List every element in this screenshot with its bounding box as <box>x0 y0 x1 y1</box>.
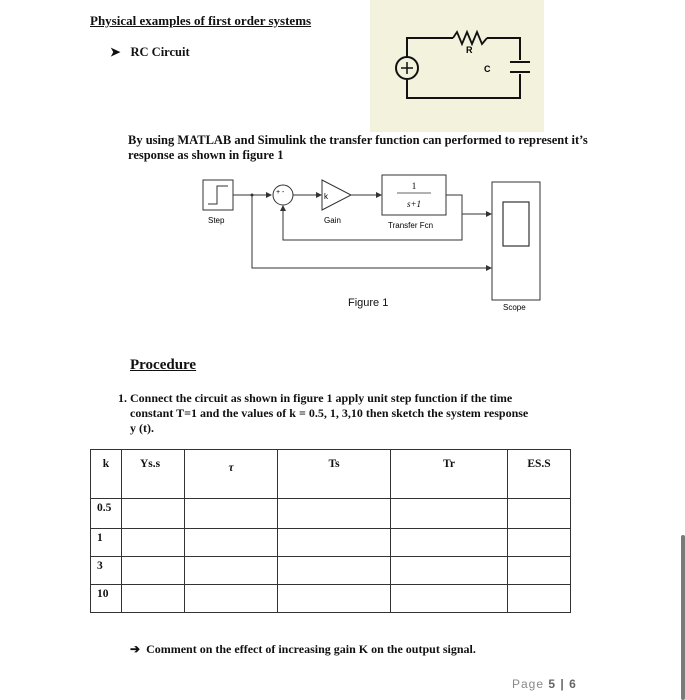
comment-text: Comment on the effect of increasing gain K on the output signal. <box>146 642 476 656</box>
gain-label: Gain <box>324 216 341 225</box>
header-tau: τ <box>185 450 278 499</box>
section-heading: Physical examples of first order systems <box>90 13 312 28</box>
resistor-label: R <box>466 45 473 55</box>
table-row: 3 <box>91 557 571 585</box>
step-number: 1. <box>118 391 127 405</box>
sum-signs: + - <box>276 189 285 196</box>
step-label: Step <box>208 216 225 225</box>
rc-circuit-diagram <box>370 0 544 132</box>
page-footer <box>512 677 577 691</box>
results-table <box>90 449 571 613</box>
simulink-diagram <box>195 172 555 312</box>
page-separator: | <box>560 677 565 691</box>
figure-caption: Figure 1 <box>348 297 389 309</box>
step-block <box>203 180 233 210</box>
gain-symbol: k <box>324 192 328 201</box>
bullet-label: RC Circuit <box>130 45 190 59</box>
tf-denominator: s+1 <box>406 199 422 209</box>
table-row: 1 <box>91 529 571 557</box>
tf-numerator: 1 <box>411 181 417 191</box>
header-tr: Tr <box>391 450 508 499</box>
page-label: Page <box>512 677 545 691</box>
table-header-row <box>91 450 571 499</box>
header-k: k <box>91 450 122 499</box>
scope-label: Scope <box>503 303 526 312</box>
comment-instruction <box>130 642 476 657</box>
bullet-arrow-icon: ➤ <box>110 45 121 59</box>
page-total: 6 <box>569 677 577 691</box>
header-ts: Ts <box>278 450 391 499</box>
bullet-rc-circuit <box>110 44 190 60</box>
arrow-right-icon: ➔ <box>130 642 141 656</box>
header-yss: Ys.s <box>122 450 185 499</box>
page-current: 5 <box>548 677 557 691</box>
intro-paragraph: By using MATLAB and Simulink the transfer function can performed to represent it’s response as shown in figure 1 <box>128 133 588 162</box>
scrollbar[interactable] <box>681 535 685 700</box>
scope-screen-icon <box>503 202 529 246</box>
table-row: 0.5 <box>91 499 571 529</box>
header-ess: ES.S <box>508 450 571 499</box>
step-text: Connect the circuit as shown in figure 1 apply unit step function if the time constant T=1 and the values of k = 0.5, 1, 3,10 then sketch the system response y (t). <box>130 391 529 435</box>
tf-label: Transfer Fcn <box>388 221 434 230</box>
table-row: 10 <box>91 585 571 613</box>
procedure-title: Procedure <box>130 357 197 373</box>
resistor-icon <box>453 32 487 44</box>
capacitor-label: C <box>484 64 491 74</box>
